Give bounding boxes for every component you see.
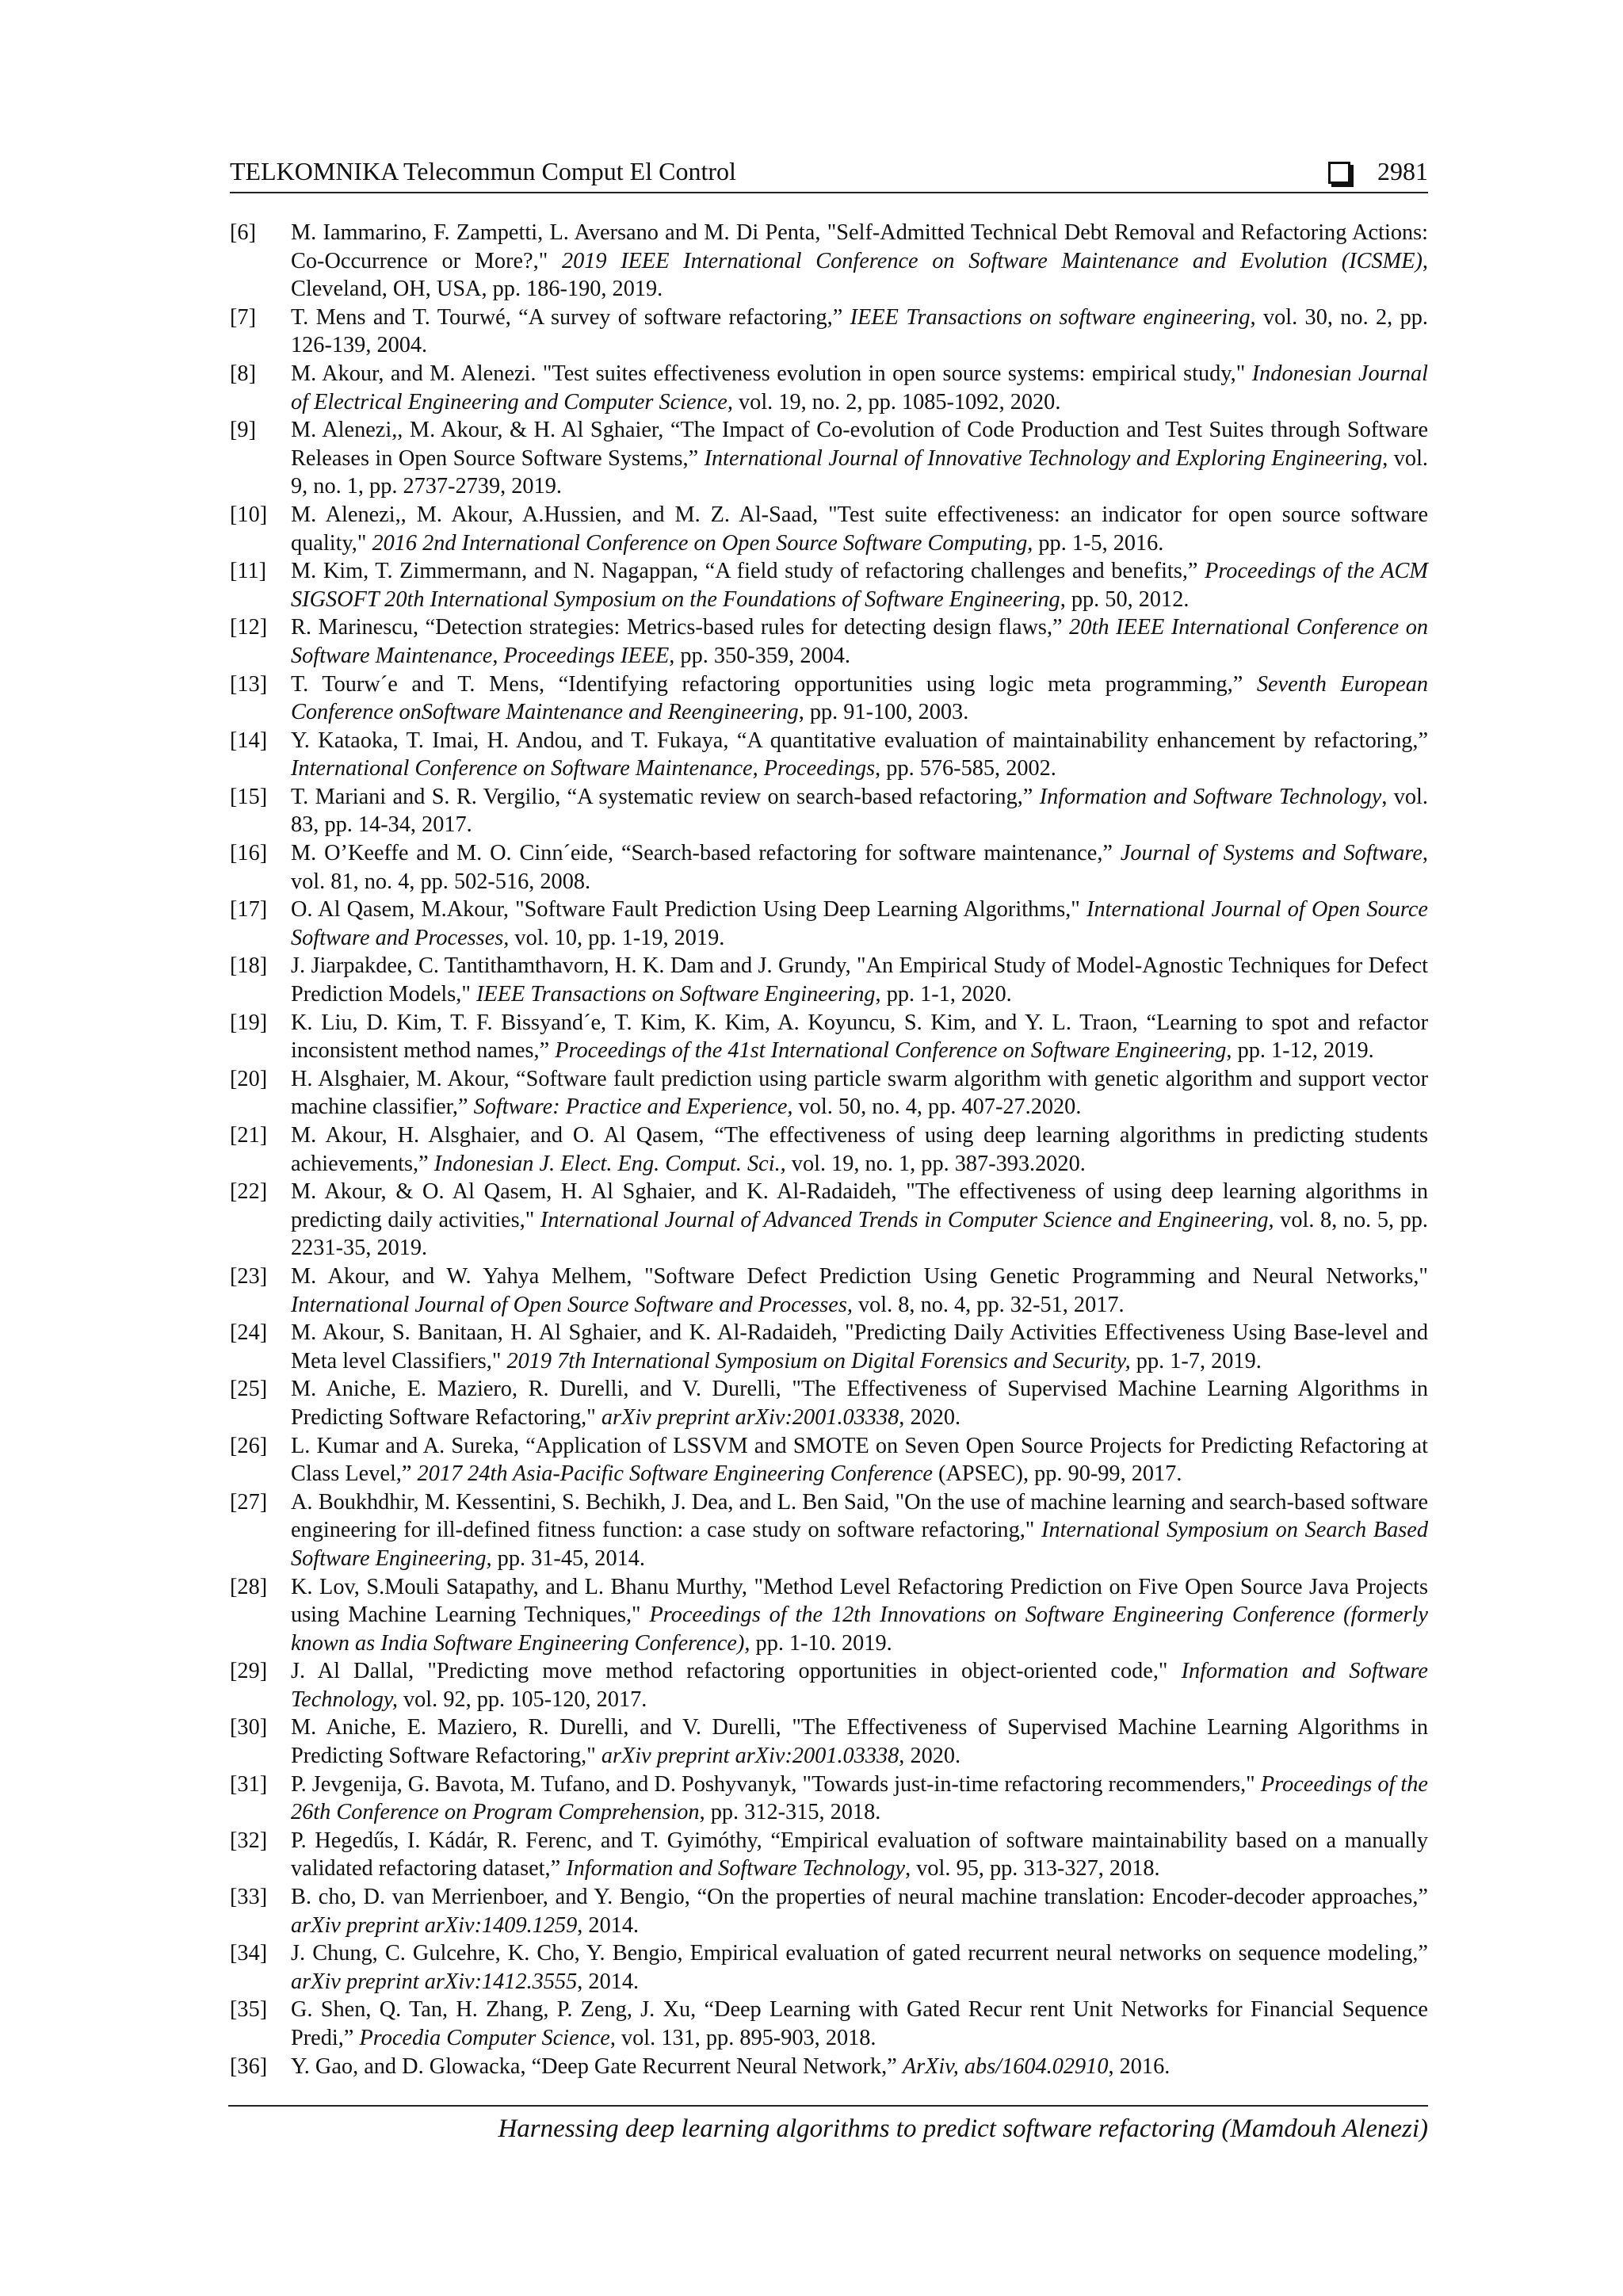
reference-item bbox=[230, 1573, 1428, 1658]
reference-number: [7] bbox=[230, 304, 256, 330]
reference-number: [24] bbox=[230, 1320, 268, 1346]
reference-text bbox=[291, 1178, 1428, 1263]
reference-text bbox=[291, 839, 1428, 896]
reference-number: [17] bbox=[230, 897, 268, 923]
reference-segment: L. Kumar and A. Sureka, “Application of LSSVM and SMOTE on Seven Open Source Projects for Predicting Refactoring at Class Level,” bbox=[291, 1433, 1428, 1487]
reference-number: [26] bbox=[230, 1433, 268, 1458]
reference-item bbox=[230, 1827, 1428, 1883]
reference-segment: T. Mens and T. Tourwé, “A survey of software refactoring,” bbox=[291, 304, 850, 330]
reference-segment: M. Aniche, E. Maziero, R. Durelli, and V. Durelli, "The Effectiveness of Supervised Machine Learning Algorithms in Predicting Software Refactoring," bbox=[291, 1377, 1428, 1430]
reference-segment: , pp. 1-1, 2020. bbox=[875, 982, 1012, 1007]
reference-venue: Procedia Computer Science bbox=[359, 2026, 610, 2050]
reference-text bbox=[291, 219, 1428, 304]
reference-text bbox=[291, 1996, 1428, 2052]
reference-segment: J. Al Dallal, "Predicting move method refactoring opportunities in object-oriented code," bbox=[291, 1659, 1182, 1684]
reference-venue: ArXiv, abs/1604.02910 bbox=[902, 2053, 1109, 2079]
reference-segment: , vol. 83, pp. 14-34, 2017. bbox=[291, 784, 1428, 838]
reference-venue: International Conference on Software Maintenance, Proceedings bbox=[291, 756, 876, 781]
reference-venue: International Journal of Advanced Trends in Computer Science and Engineering, bbox=[540, 1207, 1274, 1232]
reference-segment: , vol. 81, no. 4, pp. 502-516, 2008. bbox=[291, 841, 1428, 894]
reference-text bbox=[291, 613, 1428, 670]
reference-number: [15] bbox=[230, 784, 268, 809]
running-title: Harnessing deep learning algorithms to predict software refactoring (Mamdouh Alenezi) bbox=[498, 2115, 1428, 2143]
reference-segment: pp. 31-45, 2014. bbox=[491, 1545, 645, 1571]
reference-segment: R. Marinescu, “Detection strategies: Metrics-based rules for detecting design flaws,” bbox=[291, 615, 1070, 640]
reference-venue: arXiv preprint arXiv:1412.3555 bbox=[291, 1969, 578, 1994]
reference-item bbox=[230, 952, 1428, 1008]
reference-segment: K. Lov, S.Mouli Satapathy, and L. Bhanu Murthy, "Method Level Refactoring Prediction on Five Open Source Java Projects using Machine Learning Techniques," bbox=[291, 1574, 1428, 1628]
reference-segment: O. Al Qasem, M.Akour, "Software Fault Prediction Using Deep Learning Algorithms," bbox=[291, 897, 1087, 923]
reference-item bbox=[230, 2053, 1428, 2081]
reference-segment: (APSEC), pp. 90-99, 2017. bbox=[932, 1461, 1182, 1487]
reference-text bbox=[291, 360, 1428, 416]
reference-number: [31] bbox=[230, 1771, 268, 1797]
reference-text bbox=[291, 1319, 1428, 1375]
reference-item bbox=[230, 1432, 1428, 1488]
reference-segment: T. Tourw´e and T. Mens, “Identifying refactoring opportunities using logic meta programming,” bbox=[291, 671, 1257, 697]
reference-text bbox=[291, 670, 1428, 727]
reference-segment: vol. 8, no. 4, pp. 32-51, 2017. bbox=[852, 1292, 1125, 1317]
page-header bbox=[230, 151, 1428, 193]
reference-venue: 2016 2nd International Conference on Open Source Software Computing, bbox=[372, 530, 1033, 556]
reference-text bbox=[291, 1065, 1428, 1121]
reference-venue: International Journal of Open Source Software and Processes, bbox=[291, 897, 1428, 950]
reference-number: [6] bbox=[230, 220, 256, 245]
reference-item bbox=[230, 1375, 1428, 1431]
reference-item bbox=[230, 304, 1428, 360]
reference-item bbox=[230, 219, 1428, 304]
reference-segment: , 2014. bbox=[577, 1969, 640, 1994]
reference-number: [22] bbox=[230, 1179, 268, 1205]
reference-item bbox=[230, 670, 1428, 727]
reference-segment: A. Boukhdhir, M. Kessentini, S. Bechikh, J. Dea, and L. Ben Said, "On the use of machine learning and search-based software engineering for ill-defined fitness function: a case study on software refactoring," bbox=[291, 1489, 1428, 1543]
reference-segment: Y. Gao, and D. Glowacka, “Deep Gate Recurrent Neural Network,” bbox=[291, 2053, 903, 2079]
reference-item bbox=[230, 783, 1428, 839]
reference-venue: International Journal of Innovative Technology and Exploring Engineering bbox=[704, 445, 1383, 471]
reference-venue: Information and Software Technology, bbox=[291, 1659, 1428, 1712]
reference-item bbox=[230, 557, 1428, 613]
reference-text bbox=[291, 1573, 1428, 1658]
reference-segment: pp. 1-5, 2016. bbox=[1033, 530, 1164, 556]
reference-segment: H. Alsghaier, M. Akour, “Software fault prediction using particle swarm algorithm with genetic algorithm and support vector machine classifier,” bbox=[291, 1066, 1428, 1120]
reference-segment: , pp. 1-12, 2019. bbox=[1226, 1038, 1374, 1064]
reference-segment: M. Kim, T. Zimmermann, and N. Nagappan, “A field study of refactoring challenges and benefits,” bbox=[291, 559, 1205, 584]
reference-segment: vol. 19, no. 1, pp. 387-393.2020. bbox=[785, 1151, 1086, 1176]
reference-text bbox=[291, 1009, 1428, 1065]
reference-segment: vol. 30, no. 2, pp. 126-139, 2004. bbox=[291, 304, 1428, 358]
reference-segment: Y. Kataoka, T. Imai, H. Andou, and T. Fukaya, “A quantitative evaluation of maintainability enhancement by refactoring,” bbox=[291, 728, 1428, 753]
reference-text bbox=[291, 1827, 1428, 1883]
reference-item bbox=[230, 501, 1428, 557]
reference-segment: M. O’Keeffe and M. O. Cinn´eide, “Search-based refactoring for software maintenance,” bbox=[291, 841, 1121, 866]
reference-item bbox=[230, 1657, 1428, 1713]
reference-text bbox=[291, 1713, 1428, 1770]
reference-venue: 2019 7th International Symposium on Digital Forensics and Security, bbox=[506, 1348, 1131, 1373]
reference-number: [32] bbox=[230, 1828, 268, 1853]
reference-text bbox=[291, 416, 1428, 501]
reference-item bbox=[230, 360, 1428, 416]
reference-text bbox=[291, 1883, 1428, 1939]
reference-number: [28] bbox=[230, 1574, 268, 1599]
reference-number: [33] bbox=[230, 1885, 268, 1910]
reference-number: [27] bbox=[230, 1489, 268, 1515]
reference-segment: pp. 1-7, 2019. bbox=[1130, 1348, 1262, 1373]
reference-venue: 20th IEEE International Conference on Software Maintenance bbox=[291, 615, 1428, 668]
reference-number: [21] bbox=[230, 1123, 268, 1148]
reference-segment: M. Akour, and M. Alenezi. "Test suites effectiveness evolution in open source systems: empirical study," bbox=[291, 361, 1252, 386]
reference-number: [30] bbox=[230, 1715, 268, 1740]
reference-segment: M. Aniche, E. Maziero, R. Durelli, and V. Durelli, "The Effectiveness of Supervised Machine Learning Algorithms in Predicting Software Refactoring," bbox=[291, 1715, 1428, 1769]
reference-segment: M. Alenezi,, M. Akour, A.Hussien, and M. Z. Al-Saad, "Test suite effectiveness: an indicator for open source software quality," bbox=[291, 502, 1428, 556]
reference-text bbox=[291, 783, 1428, 839]
reference-number: [20] bbox=[230, 1066, 268, 1091]
reference-segment: , pp. 50, 2012. bbox=[1060, 586, 1190, 612]
reference-segment: , pp. 350-359, 2004. bbox=[669, 643, 850, 668]
reference-item bbox=[230, 1771, 1428, 1827]
reference-venue: Proceedings of the 41st International Conference on Software Engineering bbox=[555, 1038, 1227, 1064]
reference-segment: M. Akour, and W. Yahya Melhem, "Software Defect Prediction Using Genetic Programming and Neural Networks," bbox=[291, 1263, 1428, 1289]
reference-segment: M. Akour, S. Banitaan, H. Al Sghaier, and K. Al-Radaideh, "Predicting Daily Activities Effectiveness Using Base-level and Meta level Classifiers," bbox=[291, 1320, 1428, 1373]
reference-item bbox=[230, 1319, 1428, 1375]
reference-list bbox=[230, 219, 1428, 2080]
reference-venue: Proceedings of the 12th Innovations on Software Engineering Conference (formerly known as India Software Engineering Conference), bbox=[291, 1603, 1428, 1656]
reference-venue: 2017 24th Asia-Pacific Software Engineering Conference bbox=[417, 1461, 933, 1487]
reference-text bbox=[291, 557, 1428, 613]
reference-number: [18] bbox=[230, 953, 268, 979]
reference-segment: M. Iammarino, F. Zampetti, L. Aversano and M. Di Penta, "Self-Admitted Technical Debt Removal and Refactoring Actions: Co-Occurrence or More?," bbox=[291, 220, 1428, 273]
reference-number: [14] bbox=[230, 728, 268, 753]
reference-number: [23] bbox=[230, 1263, 268, 1289]
reference-segment: , vol. 9, no. 1, pp. 2737-2739, 2019. bbox=[291, 445, 1428, 499]
reference-venue: Proceedings of the ACM SIGSOFT 20th International Symposium on the Foundations of Software Engineering bbox=[291, 559, 1428, 612]
reference-venue: Journal of Systems and Software bbox=[1120, 841, 1423, 866]
reference-item bbox=[230, 1996, 1428, 2052]
reference-text bbox=[291, 1263, 1428, 1319]
reference-venue: Information and Software Technology bbox=[1039, 784, 1382, 809]
reference-venue: Proceedings of the 26th Conference on Program Comprehension bbox=[291, 1771, 1428, 1825]
reference-segment: , bbox=[492, 643, 504, 668]
reference-text bbox=[291, 1375, 1428, 1431]
reference-segment: , 2020. bbox=[899, 1744, 961, 1769]
reference-segment: M. Akour, & O. Al Qasem, H. Al Sghaier, and K. Al-Radaideh, "The effectiveness of using deep learning algorithms in predicting daily activities," bbox=[291, 1179, 1428, 1232]
reference-segment: P. Hegedűs, I. Kádár, R. Ferenc, and T. Gyimóthy, “Empirical evaluation of software maintainability based on a manually validated refactoring dataset,” bbox=[291, 1828, 1428, 1881]
reference-number: [36] bbox=[230, 2053, 268, 2079]
reference-text bbox=[291, 1939, 1428, 1996]
reference-segment: vol. 8, no. 5, pp. 2231-35, 2019. bbox=[291, 1207, 1429, 1261]
reference-venue: 2019 IEEE International Conference on Software Maintenance and Evolution (ICSME) bbox=[561, 248, 1423, 273]
reference-venue: IEEE Transactions on software engineering, bbox=[850, 304, 1256, 330]
journal-title: TELKOMNIKA Telecommun Comput El Control bbox=[230, 157, 736, 185]
reference-segment: , 2014. bbox=[577, 1912, 640, 1938]
reference-segment: vol. 10, pp. 1-19, 2019. bbox=[509, 925, 725, 950]
page-number: 2981 bbox=[1377, 157, 1428, 185]
reference-segment: B. cho, D. van Merrienboer, and Y. Bengio, “On the properties of neural machine translation: Encoder-decoder approaches,” bbox=[291, 1885, 1428, 1910]
reference-item bbox=[230, 896, 1428, 952]
reference-segment: M. Alenezi,, M. Akour, & H. Al Sghaier, “The Impact of Co-evolution of Code Production and Test Suites through Software Releases in Open Source Software Systems,” bbox=[291, 418, 1428, 471]
reference-text bbox=[291, 1488, 1428, 1573]
reference-item bbox=[230, 1939, 1428, 1996]
reference-item bbox=[230, 1065, 1428, 1121]
reference-venue: Software: Practice and Experience, bbox=[473, 1095, 793, 1120]
reference-segment: , pp. 91-100, 2003. bbox=[798, 700, 969, 725]
reference-segment: vol. 50, no. 4, pp. 407-27.2020. bbox=[792, 1095, 1082, 1120]
reference-text bbox=[291, 727, 1428, 783]
checkbox-glyph-icon bbox=[1328, 162, 1350, 184]
reference-segment: vol. 19, no. 2, pp. 1085-1092, 2020. bbox=[732, 389, 1061, 415]
reference-item bbox=[230, 727, 1428, 783]
reference-segment: , vol. 131, pp. 895-903, 2018. bbox=[609, 2026, 876, 2050]
reference-number: [11] bbox=[230, 559, 267, 584]
reference-venue: arXiv preprint arXiv:2001.03338 bbox=[601, 1404, 899, 1430]
reference-segment: P. Jevgenija, G. Bavota, M. Tufano, and D. Poshyvanyk, "Towards just-in-time refactoring recommenders," bbox=[291, 1771, 1261, 1797]
reference-item bbox=[230, 1883, 1428, 1939]
reference-segment: J. Jiarpakdee, C. Tantithamthavorn, H. K. Dam and J. Grundy, "An Empirical Study of Model-Agnostic Techniques for Defect Prediction Models," bbox=[291, 953, 1428, 1007]
reference-text bbox=[291, 1121, 1428, 1178]
reference-segment: G. Shen, Q. Tan, H. Zhang, P. Zeng, J. Xu, “Deep Learning with Gated Recur rent Unit Networks for Financial Sequence Predi,” bbox=[291, 1997, 1428, 2050]
reference-number: [34] bbox=[230, 1941, 268, 1966]
reference-segment: J. Chung, C. Gulcehre, K. Cho, Y. Bengio, Empirical evaluation of gated recurrent neural networks on sequence modeling,” bbox=[291, 1941, 1428, 1966]
reference-number: [35] bbox=[230, 1997, 268, 2023]
reference-item bbox=[230, 1488, 1428, 1573]
reference-item bbox=[230, 1009, 1428, 1065]
reference-number: [12] bbox=[230, 615, 268, 640]
reference-item bbox=[230, 1121, 1428, 1178]
reference-venue: Proceedings IEEE bbox=[503, 643, 670, 668]
reference-segment: , Cleveland, OH, USA, pp. 186-190, 2019. bbox=[291, 248, 1428, 302]
reference-venue: International Journal of Open Source Software and Processes, bbox=[291, 1292, 853, 1317]
reference-segment: T. Mariani and S. R. Vergilio, “A systematic review on search-based refactoring,” bbox=[291, 784, 1040, 809]
reference-number: [13] bbox=[230, 671, 268, 697]
reference-segment: , 2020. bbox=[899, 1404, 961, 1430]
reference-item bbox=[230, 1178, 1428, 1263]
reference-item bbox=[230, 613, 1428, 670]
reference-segment: pp. 1-10. 2019. bbox=[750, 1630, 892, 1656]
reference-item bbox=[230, 1263, 1428, 1319]
reference-segment: , pp. 312-315, 2018. bbox=[699, 1800, 881, 1825]
reference-segment: , 2016. bbox=[1108, 2053, 1170, 2079]
reference-number: [9] bbox=[230, 418, 256, 443]
reference-number: [25] bbox=[230, 1377, 268, 1402]
reference-text bbox=[291, 304, 1428, 360]
reference-text bbox=[291, 2053, 1428, 2081]
reference-segment: M. Akour, H. Alsghaier, and O. Al Qasem, “The effectiveness of using deep learning algorithms in predicting students achievements,” bbox=[291, 1123, 1428, 1176]
reference-text bbox=[291, 1432, 1428, 1488]
reference-venue: arXiv preprint arXiv:2001.03338 bbox=[601, 1744, 899, 1769]
reference-number: [16] bbox=[230, 841, 268, 866]
reference-text bbox=[291, 896, 1428, 952]
reference-venue: Information and Software Technology bbox=[566, 1856, 906, 1881]
footer-divider bbox=[228, 2105, 1428, 2107]
reference-venue: arXiv preprint arXiv:1409.1259 bbox=[291, 1912, 578, 1938]
reference-venue: IEEE Transactions on Software Engineering bbox=[475, 982, 876, 1007]
reference-item bbox=[230, 1713, 1428, 1770]
reference-venue: International Symposium on Search Based Software Engineering, bbox=[291, 1518, 1428, 1571]
reference-segment: vol. 92, pp. 105-120, 2017. bbox=[397, 1687, 647, 1712]
reference-venue: Seventh European Conference onSoftware Maintenance and Reengineering bbox=[291, 671, 1428, 725]
reference-text bbox=[291, 1771, 1428, 1827]
reference-venue: Indonesian Journal of Electrical Engineering and Computer Science, bbox=[291, 361, 1428, 415]
reference-number: [19] bbox=[230, 1010, 268, 1035]
reference-segment: , vol. 95, pp. 313-327, 2018. bbox=[905, 1856, 1160, 1881]
reference-item bbox=[230, 839, 1428, 896]
reference-text bbox=[291, 501, 1428, 557]
reference-number: [10] bbox=[230, 502, 268, 527]
reference-segment: K. Liu, D. Kim, T. F. Bissyand´e, T. Kim, K. Kim, A. Koyuncu, S. Kim, and Y. L. Traon, “Learning to spot and refactor inconsistent method names,” bbox=[291, 1010, 1428, 1064]
reference-segment: , pp. 576-585, 2002. bbox=[875, 756, 1056, 781]
reference-text bbox=[291, 952, 1428, 1008]
reference-venue: Indonesian J. Elect. Eng. Comput. Sci., bbox=[433, 1151, 786, 1176]
reference-number: [8] bbox=[230, 361, 256, 386]
reference-text bbox=[291, 1657, 1428, 1713]
reference-item bbox=[230, 416, 1428, 501]
reference-number: [29] bbox=[230, 1659, 268, 1684]
